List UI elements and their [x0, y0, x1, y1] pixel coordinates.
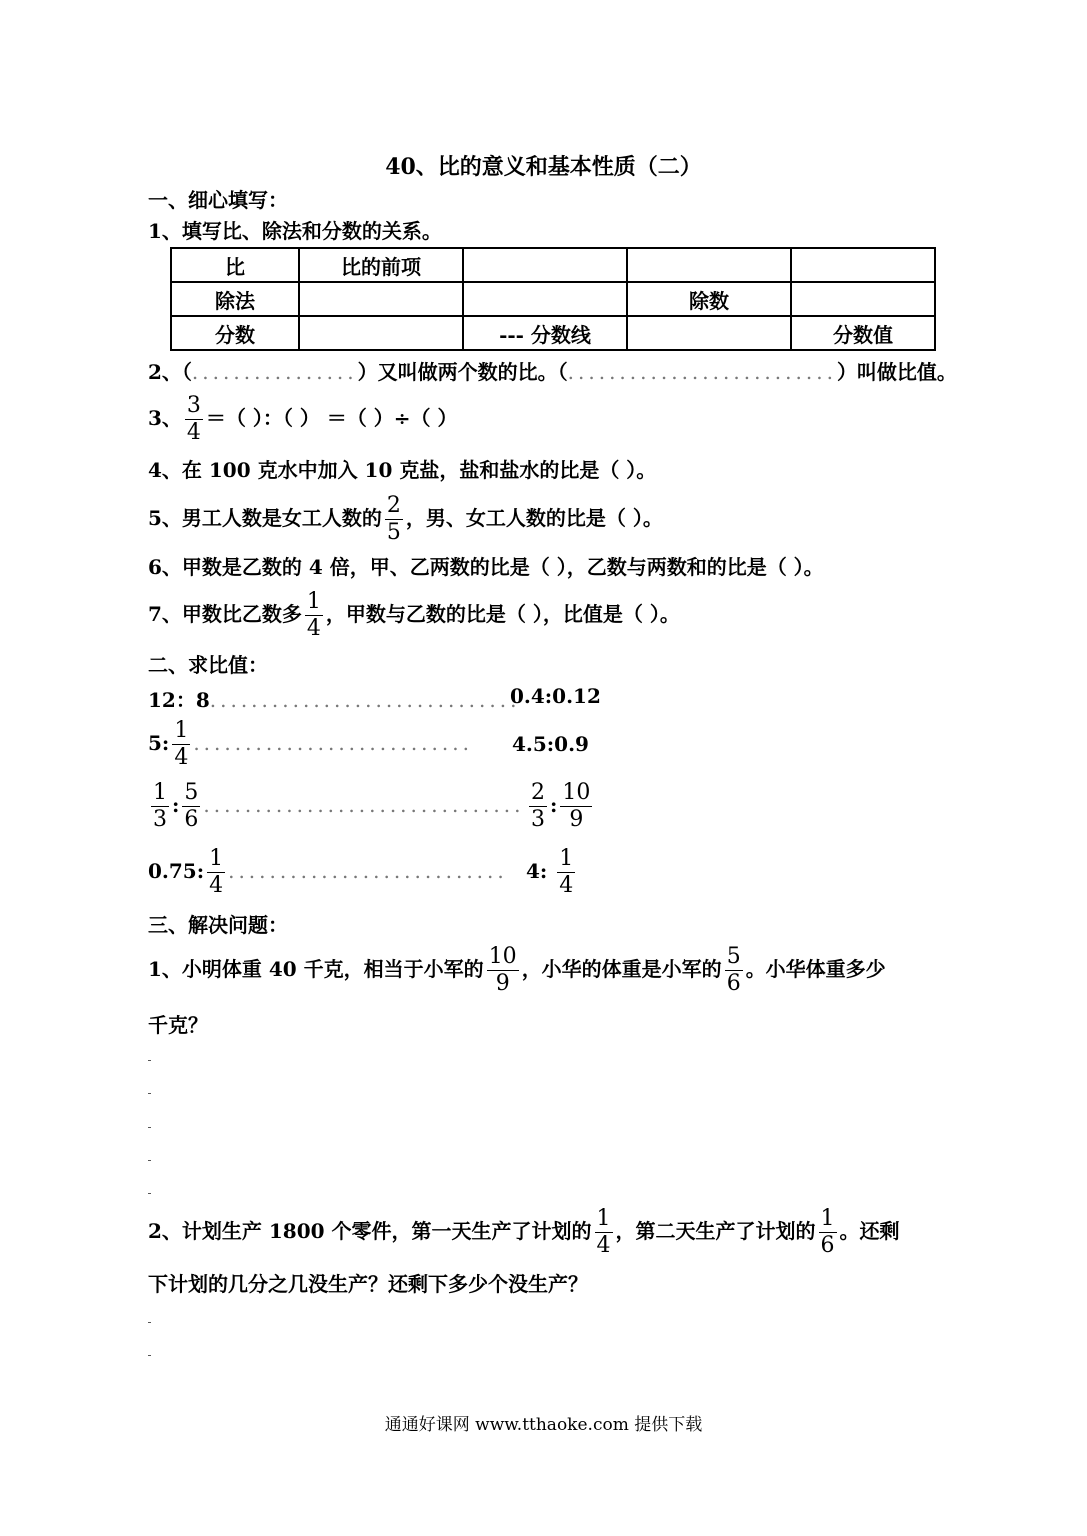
table-cell	[299, 282, 463, 316]
question-4: 4、在 100 克水中加入 10 克盐，盐和盐水的比是（ ）。	[148, 458, 657, 482]
problem-2-continued: 下计划的几分之几没生产？还剩下多少个没生产？	[148, 1272, 588, 1296]
problem-1: 1、小明体重 40 千克，相当于小军的 $\frac{10}{9}$ ，小华的体重是小军的 $\frac{5}{6}$ 。小华体重多少	[148, 944, 886, 996]
table-row	[171, 316, 935, 350]
fraction: $\frac{1}{6}$	[820, 1206, 835, 1258]
table-cell	[791, 282, 935, 316]
table-cell	[463, 248, 627, 282]
q2-part-a: 2、（	[148, 360, 192, 384]
blank-line: ................	[191, 360, 358, 384]
ratio-two-thirds-ten-ninths: $\frac{2}{3}$ : $\frac{10}{9}$	[531, 780, 591, 832]
answer-line-mark	[148, 1060, 151, 1061]
table-cell: 比	[171, 248, 299, 282]
q7-part-a: 7、甲数比乙数多	[148, 602, 302, 626]
fraction: $\frac{5}{6}$	[184, 780, 199, 832]
blank-line: ...........................	[228, 859, 508, 883]
table-cell	[463, 282, 627, 316]
ratio-5-quarter: 5: $\frac{1}{4}$ ...........................	[148, 718, 473, 770]
answer-line-mark	[148, 1160, 151, 1161]
fraction: $\frac{1}{4}$	[306, 589, 321, 641]
question-6: 6、甲数是乙数的 4 倍，甲、乙两数的比是（ ），乙数与两数和的比是（ ）。	[148, 555, 824, 579]
question-7	[148, 589, 680, 642]
section2-heading: 二、求比值：	[148, 653, 268, 677]
answer-line-mark	[148, 1093, 151, 1094]
answer-line-mark	[148, 1193, 151, 1194]
table-cell: --- 分数线	[463, 316, 627, 350]
page-title: 40、比的意义和基本性质（二）	[385, 154, 702, 180]
ratio-4-quarter: 4: $\frac{1}{4}$	[526, 846, 574, 898]
fraction: $\frac{1}{4}$	[174, 718, 189, 770]
footer-credit: 通通好课网 www.tthaoke.com 提供下载	[384, 1415, 703, 1435]
problem-2: 2、计划生产 1800 个零件，第一天生产了计划的 $\frac{1}{4}$ ，第二天生产了计划的 $\frac{1}{6}$ 。还剩	[148, 1206, 900, 1258]
q2-part-c: ）叫做比值。	[836, 360, 957, 384]
table-cell: 比的前项	[299, 248, 463, 282]
table-cell: 除数	[627, 282, 791, 316]
table-row	[171, 248, 935, 282]
table-cell: 分数值	[791, 316, 935, 350]
fraction: $\frac{1}{4}$	[559, 846, 574, 898]
ratio-third-five-sixths: $\frac{1}{3}$ : $\frac{5}{6}$ ...............................	[153, 780, 525, 832]
table-cell	[791, 248, 935, 282]
table-cell: 分数	[171, 316, 299, 350]
fraction: $\frac{1}{4}$	[596, 1206, 611, 1258]
problem-1-continued: 千克？	[148, 1013, 208, 1037]
q7-part-b: ，甲数与乙数的比是（ ），比值是（ ）。	[325, 602, 680, 626]
fraction: $\frac{10}{9}$	[488, 944, 517, 996]
answer-line-mark	[148, 1355, 151, 1356]
ratio-12-8: 12：8..............................	[148, 688, 521, 712]
ratio-04-012: 0.4:0.12	[510, 684, 601, 708]
answer-line-mark	[148, 1127, 151, 1128]
blank-line: ..........................	[567, 360, 837, 384]
fraction: $\frac{1}{4}$	[209, 846, 224, 898]
blank-line: ...........................	[193, 731, 473, 755]
question-5	[148, 493, 663, 546]
question-2	[148, 358, 957, 386]
section3-heading: 三、解决问题：	[148, 913, 288, 937]
ratio-45-09: 4.5:0.9	[512, 732, 589, 756]
q3-label: 3、	[148, 406, 182, 430]
fraction: $\frac{2}{5}$	[386, 493, 401, 545]
q5-part-a: 5、男工人数是女工人数的	[148, 506, 382, 530]
table-cell: 除法	[171, 282, 299, 316]
table-cell	[299, 316, 463, 350]
fraction: $\frac{2}{3}$	[531, 780, 545, 832]
fraction: $\frac{1}{3}$	[153, 780, 167, 832]
fraction: $\frac{3}{4}$	[186, 393, 201, 445]
section1-heading: 一、细心填写：	[148, 188, 288, 212]
table-cell	[627, 248, 791, 282]
question-3	[148, 393, 458, 446]
blank-line: ...............................	[203, 793, 525, 817]
blank-line: ..............................	[209, 688, 521, 712]
ratio-075-quarter: 0.75: $\frac{1}{4}$ ...........................	[148, 846, 508, 898]
question-1: 1、填写比、除法和分数的关系。	[148, 219, 442, 243]
q2-part-b: ）又叫做两个数的比。（	[357, 360, 568, 384]
relation-table	[170, 247, 936, 351]
table-cell	[627, 316, 791, 350]
table-row	[171, 282, 935, 316]
answer-line-mark	[148, 1322, 151, 1323]
q3-rest: ＝（ ）：（ ） ＝（ ）÷（ ）	[205, 406, 458, 430]
fraction: $\frac{5}{6}$	[726, 944, 741, 996]
q5-part-b: ，男、女工人数的比是（ ）。	[405, 506, 663, 530]
fraction: $\frac{10}{9}$	[562, 780, 591, 832]
